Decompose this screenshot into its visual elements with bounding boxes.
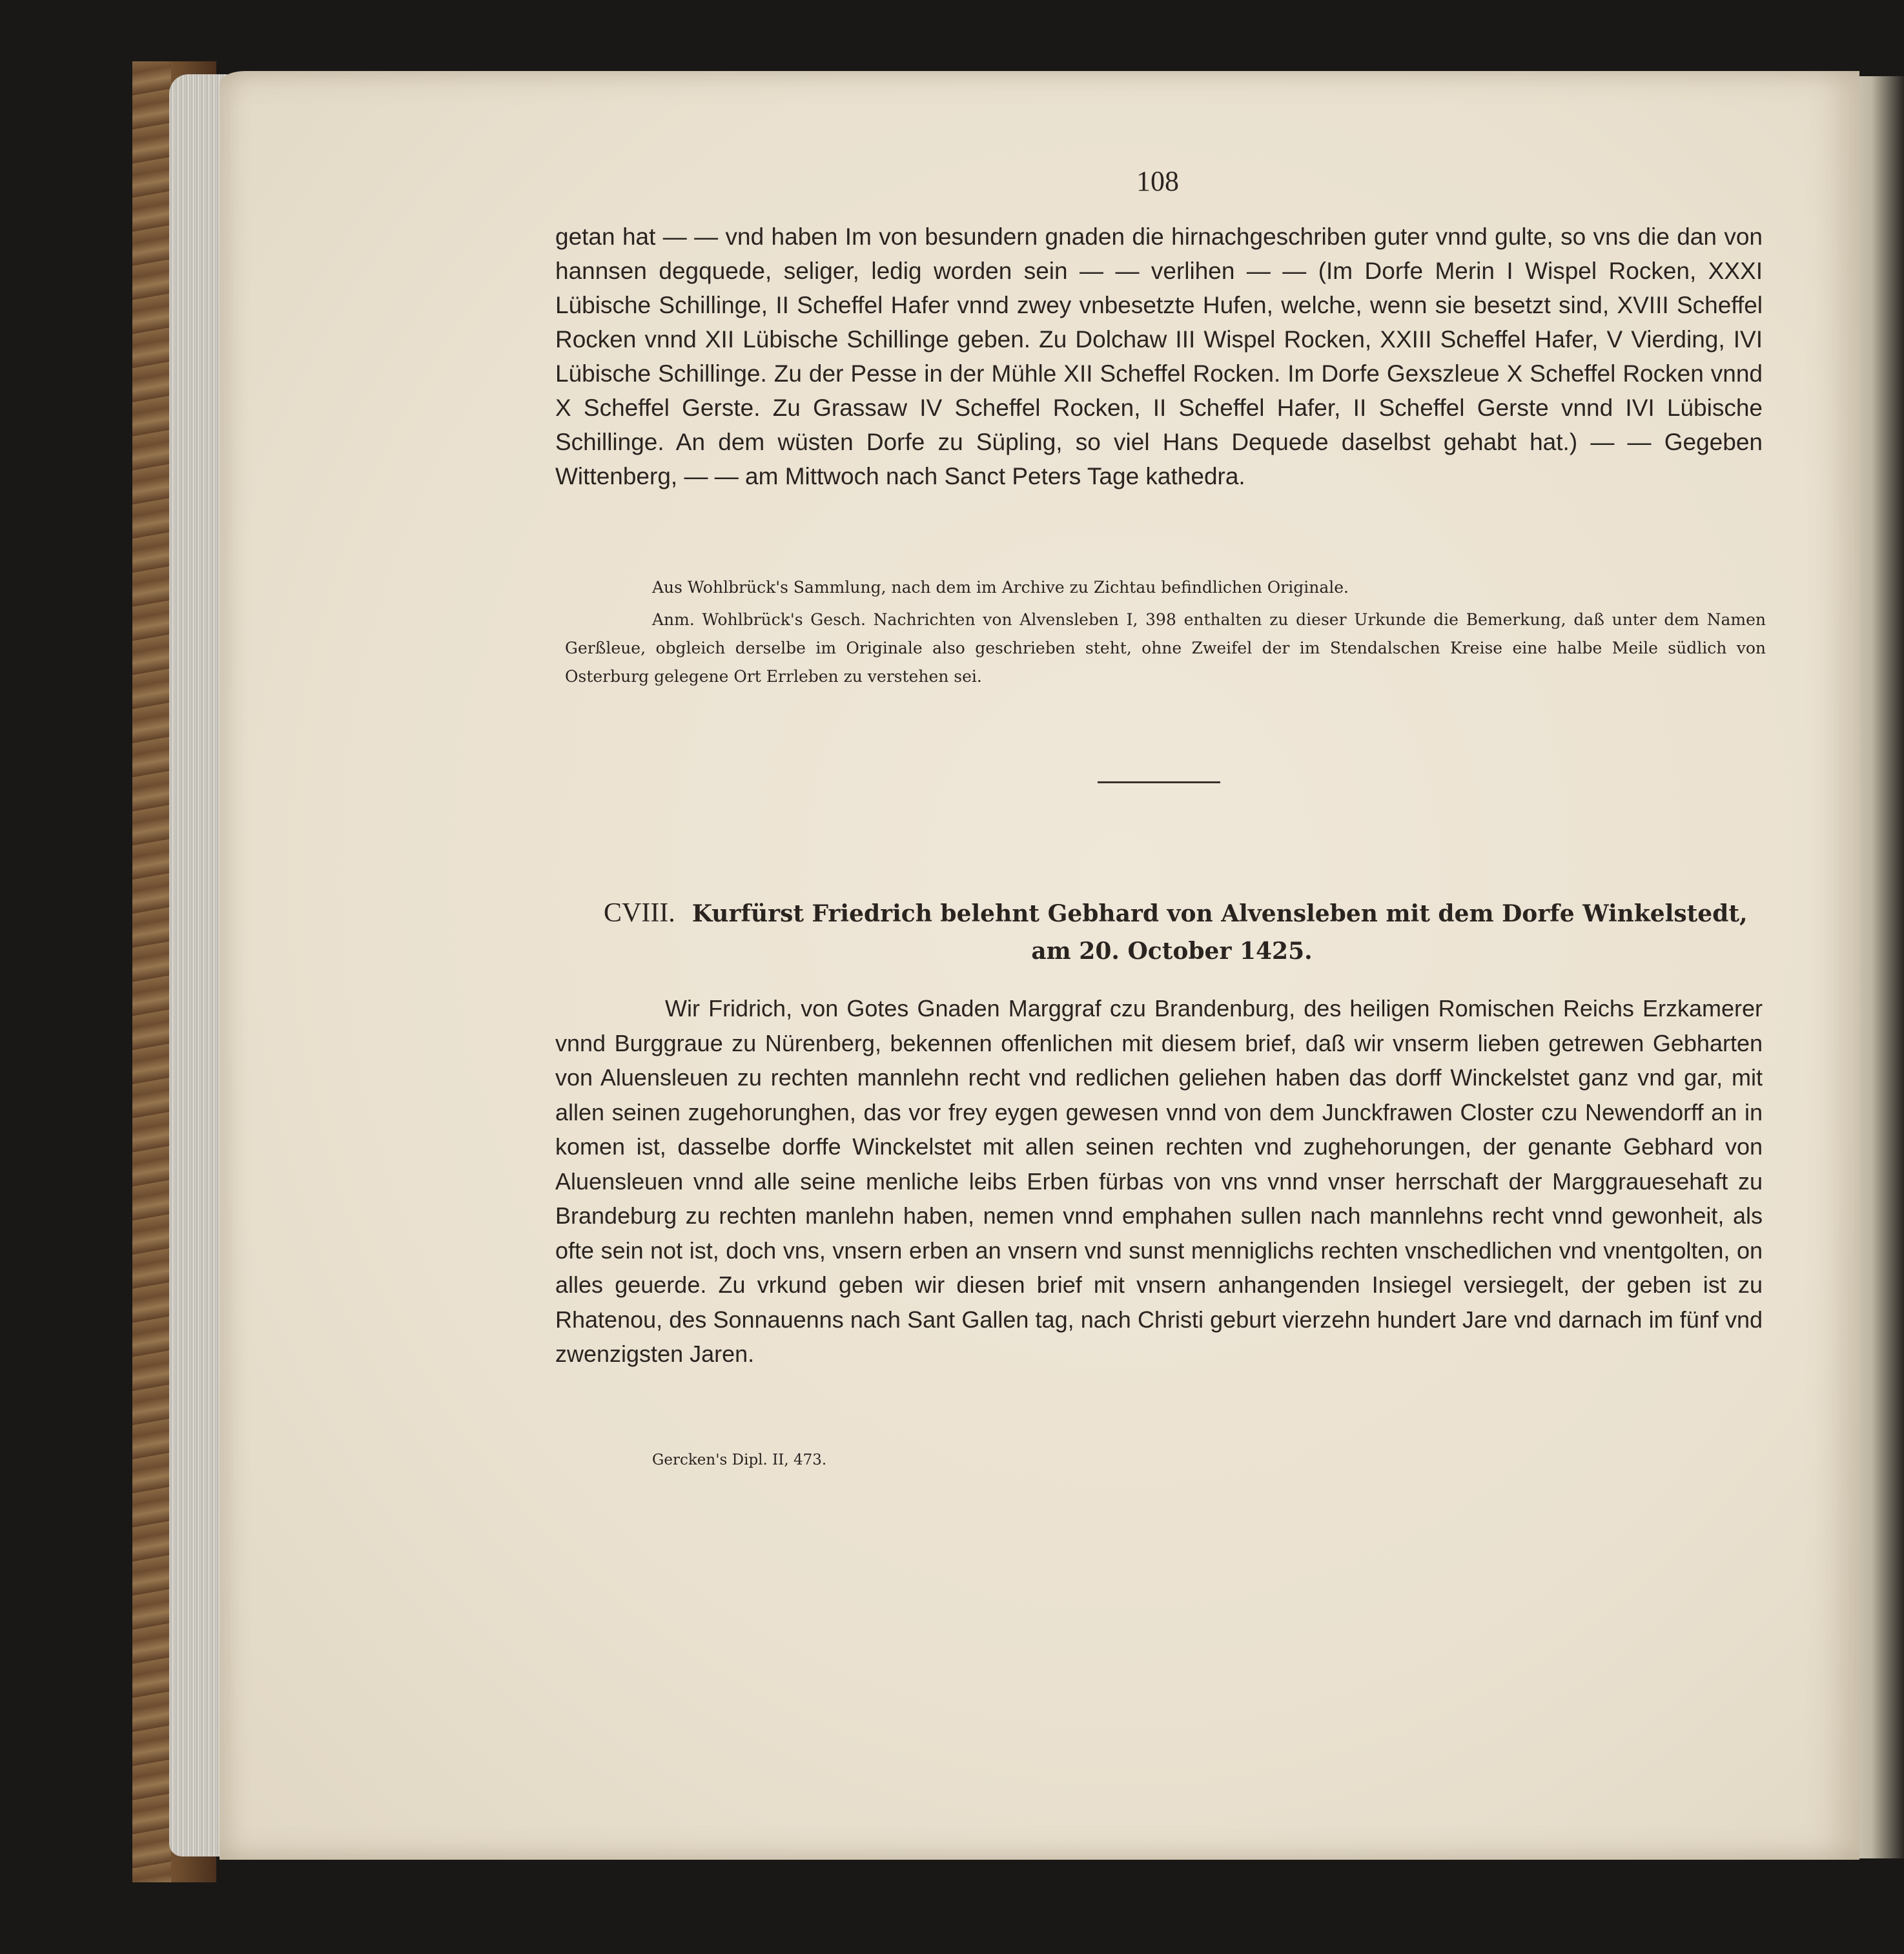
document-number: CVIII. xyxy=(604,898,675,928)
marbled-cover xyxy=(132,61,171,1882)
section-divider xyxy=(1098,781,1220,783)
page-number: 108 xyxy=(1136,165,1179,197)
source-citation-2: Gercken's Dipl. II, 473. xyxy=(652,1452,827,1468)
source-citation: Aus Wohlbrück's Sammlung, nach dem im Archive zu Zichtau befindlichen Originale. xyxy=(652,578,1349,597)
paragraph-document-continuation: getan hat — — vnd haben Im von besundern gnaden die hirnachgeschriben guter vnnd gulte, so vns die dan von hannsen degquede, seliger, ledig worden sein — — verlihen — — (Im Dorfe Merin I Wispel Rocken, XXXI Lübische Schillinge, II Scheffel Hafer vnnd zwey vnbesetzte Hufen, welche, wenn sie besetzt sind, XVIII Scheffel Rocken vnnd XII Lübische Schillinge geben. Zu Dolchaw III Wispel Rocken, XXIII Scheffel Hafer, V Vierding, IVI Lübische Schillinge. Zu der Pesse in der Mühle XII Scheffel Rocken. Im Dorfe Gexszleue X Scheffel Rocken vnnd X Scheffel Gerste. Zu Grassaw IV Scheffel Rocken, II Scheffel Hafer, II Scheffel Gerste vnnd IVI Lübische Schillinge. An dem wüsten Dorfe zu Süpling, so viel Hans Dequede daselbst gehabt hat.) — — Gegeben Wittenberg, — — am Mittwoch nach Sanct Peters Tage kathedra. xyxy=(555,223,1763,489)
annotation-note: Anm. Wohlbrück's Gesch. Nachrichten von Alvensleben I, 398 enthalten zu dieser Urkunde die Bemerkung, daß unter dem Namen Gerßleue, obgleich derselbe im Originale also geschrieben steht, ohne Zweifel der im Stendalschen Kreise eine halbe Meile südlich von Osterburg gelegene Ort Errleben zu verstehen sei. xyxy=(565,610,1766,686)
heading-title: Kurfürst Friedrich belehnt Gebhard von Alvensleben mit dem Dorfe Winkelstedt, xyxy=(691,900,1748,927)
paragraph-charter-text: Wir Fridrich, von Gotes Gnaden Marggraf czu Brandenburg, des heiligen Romischen Reichs Erzkamerer vnnd Burggraue zu Nürenberg, bekennen offenlichen mit diesem brief, daß wir vnserm lieben getrewen Gebharten von Aluensleuen zu rechten mannlehn recht vnd redlichen geliehen haben das dorff Winckelstet ganz vnd gar, mit allen seinen zugehorunghen, das vor frey eygen gewesen vnnd von dem Junckfrawen Closter czu Newendorff an in komen ist, dasselbe dorffe Winckelstet mit allen seinen rechten vnd zughehorungen, der genante Gebhard von Aluensleuen vnnd alle seine menliche leibs Erben fürbas von vns vnnd vnser herrschaft der Marggrauesehaft zu Brandeburg zu rechten manlehn haben, nemen vnnd emphahen sullen nach mannlehns recht vnnd gewonheit, als ofte sein not ist, doch vns, vnsern erben an vnsern vnd sunst menniglichs rechten vnschedlichen vnd vnentgolten, on alles geuerde. Zu vrkund geben wir diesen brief mit vnsern anhangenden Insiegel versiegelt, der geben ist zu Rhatenou, des Sonnauenns nach Sant Gallen tag, nach Christi geburt vierzehn hundert Jare vnd darnach im fünf vnd zwenzigsten Jaren. xyxy=(555,995,1763,1367)
heading-date: am 20. October 1425. xyxy=(1031,938,1313,965)
page-edges xyxy=(169,74,227,1856)
document-heading xyxy=(604,894,1779,970)
